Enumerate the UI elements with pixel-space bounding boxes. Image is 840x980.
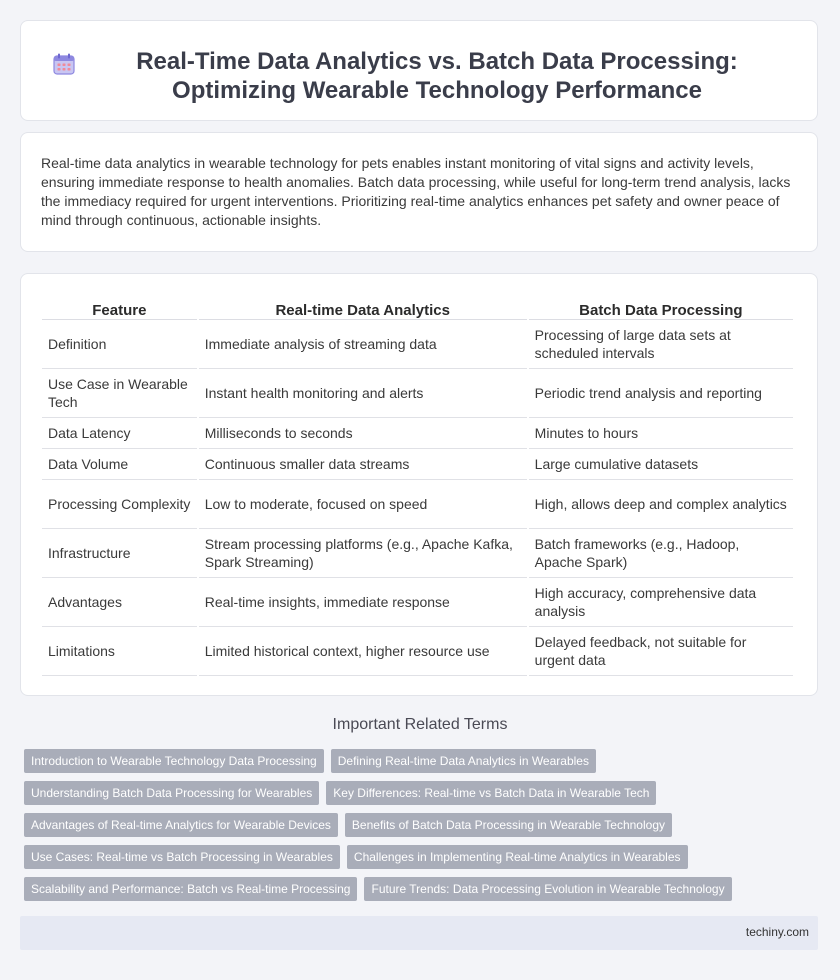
page-title: Real-Time Data Analytics vs. Batch Data Processing: Optimizing Wearable Technology Performance bbox=[136, 48, 738, 104]
calendar-icon bbox=[51, 51, 77, 77]
table-cell: Milliseconds to seconds bbox=[199, 418, 527, 449]
related-term-link[interactable]: Key Differences: Real-time vs Batch Data in Wearable Tech bbox=[326, 781, 656, 805]
related-terms-heading: Important Related Terms bbox=[332, 716, 508, 733]
table-cell: Instant health monitoring and alerts bbox=[199, 369, 527, 418]
related-term-link[interactable]: Introduction to Wearable Technology Data Processing bbox=[24, 749, 324, 773]
table-row bbox=[42, 480, 793, 529]
table-cell: Data Volume bbox=[42, 449, 197, 480]
table-cell: Large cumulative datasets bbox=[529, 449, 793, 480]
related-term-link[interactable]: Benefits of Batch Data Processing in Wearable Technology bbox=[345, 813, 672, 837]
table-cell: Advantages bbox=[42, 578, 197, 627]
table-cell: Real-time insights, immediate response bbox=[199, 578, 527, 627]
table-cell: Batch frameworks (e.g., Hadoop, Apache Spark) bbox=[529, 529, 793, 578]
table-row bbox=[42, 320, 793, 369]
table-row bbox=[42, 578, 793, 627]
column-header: Real-time Data Analytics bbox=[199, 294, 527, 320]
table-cell: High accuracy, comprehensive data analysis bbox=[529, 578, 793, 627]
table-header-row bbox=[42, 294, 793, 320]
table-cell: Periodic trend analysis and reporting bbox=[529, 369, 793, 418]
table-cell: Low to moderate, focused on speed bbox=[199, 480, 527, 529]
table-cell: Processing of large data sets at scheduled intervals bbox=[529, 320, 793, 369]
column-header: Batch Data Processing bbox=[529, 294, 793, 320]
related-term-link[interactable]: Use Cases: Real-time vs Batch Processing in Wearables bbox=[24, 845, 340, 869]
table-cell: Processing Complexity bbox=[42, 480, 197, 529]
comparison-card bbox=[20, 273, 818, 696]
column-header: Feature bbox=[42, 294, 197, 320]
table-cell: Stream processing platforms (e.g., Apache Kafka, Spark Streaming) bbox=[199, 529, 527, 578]
comparison-table bbox=[40, 294, 795, 676]
table-row bbox=[42, 418, 793, 449]
related-term-link[interactable]: Advantages of Real-time Analytics for Wearable Devices bbox=[24, 813, 338, 837]
site-name[interactable]: techiny.com bbox=[745, 925, 809, 939]
related-term-link[interactable]: Understanding Batch Data Processing for Wearables bbox=[24, 781, 319, 805]
table-cell: Data Latency bbox=[42, 418, 197, 449]
table-cell: Definition bbox=[42, 320, 197, 369]
related-term-link[interactable]: Challenges in Implementing Real-time Analytics in Wearables bbox=[347, 845, 688, 869]
table-row bbox=[42, 529, 793, 578]
table-row bbox=[42, 369, 793, 418]
table-row bbox=[42, 627, 793, 676]
footer bbox=[20, 916, 818, 950]
table-row bbox=[42, 449, 793, 480]
intro-card bbox=[20, 132, 818, 252]
related-term-link[interactable]: Defining Real-time Data Analytics in Wearables bbox=[331, 749, 596, 773]
table-cell: Immediate analysis of streaming data bbox=[199, 320, 527, 369]
table-cell: Minutes to hours bbox=[529, 418, 793, 449]
table-cell: Infrastructure bbox=[42, 529, 197, 578]
table-cell: Use Case in Wearable Tech bbox=[42, 369, 197, 418]
table-cell: Limited historical context, higher resource use bbox=[199, 627, 527, 676]
table-cell: High, allows deep and complex analytics bbox=[529, 480, 793, 529]
intro-paragraph: Real-time data analytics in wearable technology for pets enables instant monitoring of vital signs and activity levels, ensuring immediate response to health anomalies. Batch data processing, while useful for long-term trend analysis, lacks the immediacy required for urgent interventions. Prioritizing real-time analytics enhances pet safety and owner peace of mind through continuous, actionable insights. bbox=[41, 155, 791, 228]
related-terms-list bbox=[24, 749, 824, 909]
table-cell: Delayed feedback, not suitable for urgent data bbox=[529, 627, 793, 676]
title-card bbox=[20, 20, 818, 121]
related-term-link[interactable]: Future Trends: Data Processing Evolution in Wearable Technology bbox=[364, 877, 731, 901]
table-cell: Limitations bbox=[42, 627, 197, 676]
table-cell: Continuous smaller data streams bbox=[199, 449, 527, 480]
related-term-link[interactable]: Scalability and Performance: Batch vs Real-time Processing bbox=[24, 877, 357, 901]
